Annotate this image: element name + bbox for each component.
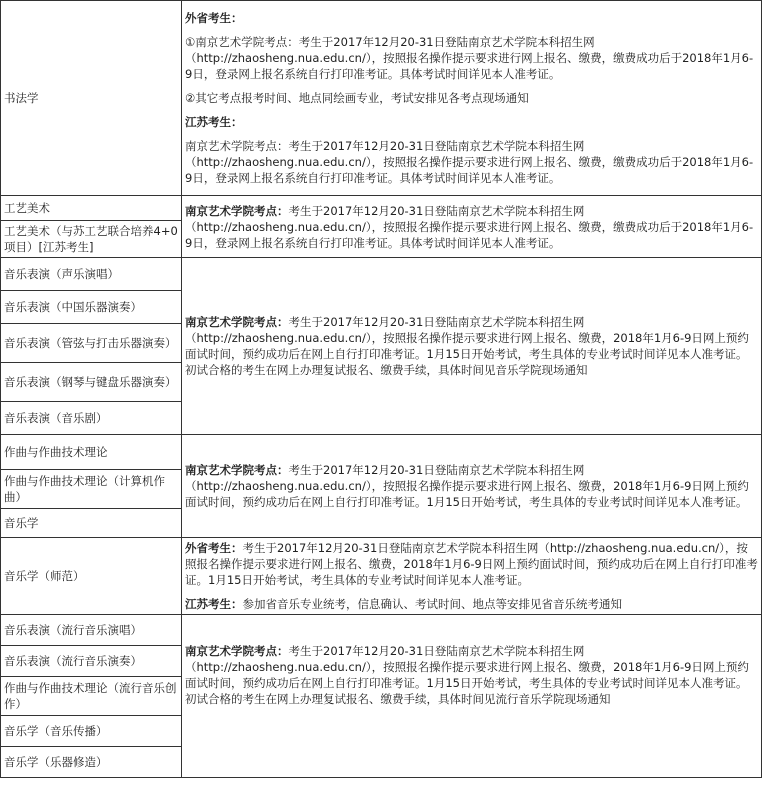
paragraph	[185, 314, 758, 378]
paragraph	[185, 596, 758, 612]
paragraph	[185, 462, 758, 510]
major-cell: 工艺美术（与苏工艺联合培养4+0项目）[江苏考生]	[1, 221, 182, 258]
major-cell: 工艺美术	[1, 196, 182, 221]
major-cell: 作曲与作曲技术理论	[1, 435, 182, 470]
major-cell: 作曲与作曲技术理论（计算机作曲）	[1, 470, 182, 509]
major-cell: 音乐表演（中国乐器演奏）	[1, 291, 182, 324]
table-row	[1, 435, 762, 470]
table-row	[1, 538, 762, 615]
paragraph-text: 考生于2017年12月20-31日登陆南京艺术学院本科招生网（http://zhaosheng.nua.edu.cn/），按照报名操作提示要求进行网上报名、缴费，缴费成功后于2018年1月6-9日，登录网上报名系统自行打印准考证。具体考试时间详见本人准考证。	[185, 203, 754, 250]
table-row	[1, 1, 762, 196]
paragraph	[185, 138, 758, 186]
bold-label: 江苏考生：	[185, 115, 243, 129]
paragraph-text: 考生于2017年12月20-31日登陆南京艺术学院本科招生网（http://zhaosheng.nua.edu.cn/），按照报名操作提示要求进行网上报名、缴费，2018年1月6-9日网上预约面试时间，预约成功后在网上自行打印准考证。1月15日开始考试，考生具体的专业考试时间详见本人准考证。初试合格的考生在网上办理复试报名、缴费手续，具体时间见流行音乐学院现场通知	[185, 644, 749, 706]
major-cell: 音乐学（乐器修造）	[1, 747, 182, 778]
table-row	[1, 196, 762, 221]
paragraph-text: 考生于2017年12月20-31日登陆南京艺术学院本科招生网（http://zhaosheng.nua.edu.cn/），按照报名操作提示要求进行网上报名、缴费，2018年1月6-9日网上预约面试时间，预约成功后在网上自行打印准考证。1月15日开始考试，考生具体的专业考试时间详见本人准考证。	[185, 541, 758, 587]
paragraph	[185, 540, 758, 588]
paragraph-text: 参加省音乐专业统考，信息确认、考试时间、地点等安排见省音乐统考通知	[242, 597, 622, 611]
info-cell	[182, 615, 762, 778]
major-cell: 音乐表演（声乐演唱）	[1, 258, 182, 291]
paragraph	[185, 643, 758, 707]
major-cell: 书法学	[1, 1, 182, 196]
info-cell	[182, 538, 762, 615]
info-cell	[182, 196, 762, 258]
table-body	[1, 1, 762, 778]
paragraph	[185, 203, 758, 251]
info-cell	[182, 1, 762, 196]
paragraph-text: 考生于2017年12月20-31日登陆南京艺术学院本科招生网（http://zhaosheng.nua.edu.cn/），按照报名操作提示要求进行网上报名、缴费，2018年1月6-9日网上预约面试时间，预约成功后在网上自行打印准考证。1月15日开始考试，考生具体的专业考试时间详见本人准考证。	[185, 463, 749, 509]
bold-label: 南京艺术学院考点：	[185, 315, 289, 329]
major-cell: 音乐表演（流行音乐演奏）	[1, 646, 182, 677]
bold-label: 南京艺术学院考点：	[185, 644, 289, 658]
paragraph-text: 考生于2017年12月20-31日登陆南京艺术学院本科招生网（http://zhaosheng.nua.edu.cn/），按照报名操作提示要求进行网上报名、缴费，2018年1月6-9日网上预约面试时间，预约成功后在网上自行打印准考证。1月15日开始考试，考生具体的专业考试时间详见本人准考证。初试合格的考生在网上办理复试报名、缴费手续，具体时间见音乐学院现场通知	[185, 315, 749, 377]
paragraph	[185, 34, 758, 82]
bold-label: 外省考生：	[185, 541, 243, 555]
bold-label: 南京艺术学院考点：	[185, 463, 289, 477]
table-row	[1, 258, 762, 291]
info-cell	[182, 435, 762, 538]
major-cell: 音乐学（师范）	[1, 538, 182, 615]
major-cell: 音乐学	[1, 509, 182, 538]
major-cell: 音乐表演（音乐剧）	[1, 402, 182, 435]
paragraph-text: ①南京艺术学院考点：考生于2017年12月20-31日登陆南京艺术学院本科招生网（http://zhaosheng.nua.edu.cn/），按照报名操作提示要求进行网上报名、缴费，缴费成功后于2018年1月6-9日，登录网上报名系统自行打印准考证。具体考试时间详见本人准考证。	[185, 35, 754, 81]
bold-label: 外省考生：	[185, 11, 243, 25]
paragraph	[185, 90, 758, 106]
major-cell: 作曲与作曲技术理论（流行音乐创作）	[1, 677, 182, 716]
paragraph-text: 南京艺术学院考点：考生于2017年12月20-31日登陆南京艺术学院本科招生网（http://zhaosheng.nua.edu.cn/），按照报名操作提示要求进行网上报名、缴费，缴费成功后于2018年1月6-9日，登录网上报名系统自行打印准考证。具体考试时间详见本人准考证。	[185, 139, 754, 185]
info-cell	[182, 258, 762, 435]
major-cell: 音乐表演（管弦与打击乐器演奏）	[1, 324, 182, 363]
paragraph	[185, 114, 758, 130]
major-cell: 音乐表演（钢琴与键盘乐器演奏）	[1, 363, 182, 402]
major-cell: 音乐表演（流行音乐演唱）	[1, 615, 182, 646]
bold-label: 江苏考生：	[185, 597, 243, 611]
major-cell: 音乐学（音乐传播）	[1, 716, 182, 747]
paragraph	[185, 10, 758, 26]
table-row	[1, 615, 762, 646]
paragraph-text: ②其它考点报考时间、地点同绘画专业，考试安排见各考点现场通知	[185, 91, 529, 105]
bold-label: 南京艺术学院考点：	[185, 203, 289, 218]
